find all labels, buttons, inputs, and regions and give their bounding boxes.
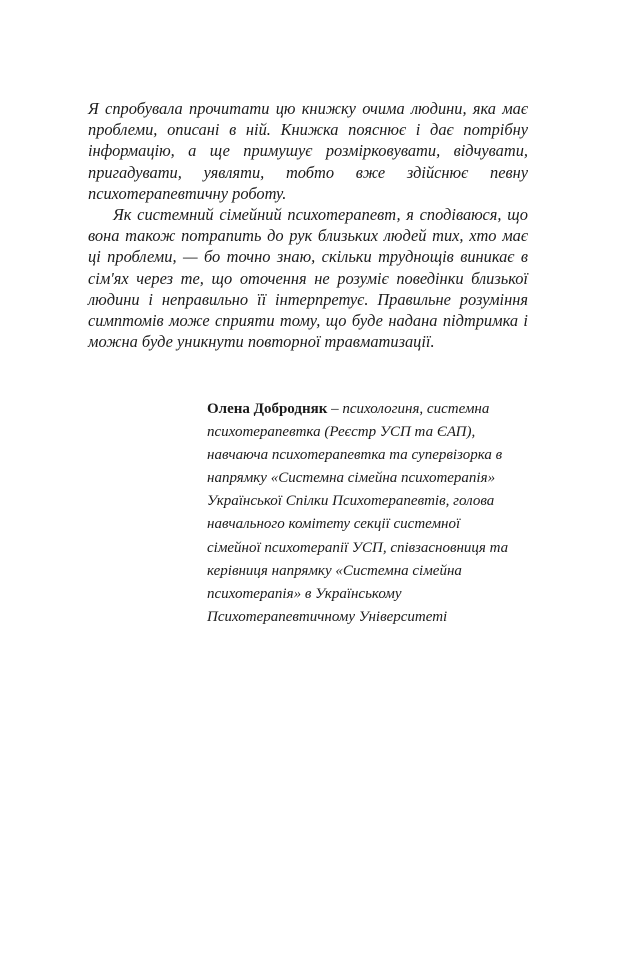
paragraph-1: Я спробувала прочитати цю книжку очима людини, яка має проблеми, описані в ній. Книжка пояснює і дає потрібну інформацію, а ще примушує розмірковувати, відчувати, пригадувати, уявляти, тобто вже здійснює певну психотерапевтичну роботу. bbox=[88, 99, 528, 203]
signature-separator: – bbox=[327, 401, 343, 417]
signature-credentials: психологиня, системна психотерапевтка (Реєстр УСП та ЄАП), навчаюча психотерапевтка та супервізорка в напрямку «Системна сімейна психотерапія» Української Спілки Психотерапевтів, голова навчального комітету секції системної сімейної психотерапії УСП, співзасновниця та керівниця напрямку «Системна сімейна психотерапія» в Українському Психотерапевтичному Університеті bbox=[207, 401, 512, 625]
signature-author-name: Олена Добродняк bbox=[207, 401, 328, 417]
signature-text bbox=[207, 398, 517, 629]
body-text-block bbox=[88, 98, 528, 352]
paragraph-2: Як системний сімейний психотерапевт, я сподіваюся, що вона також потрапить до рук близьких людей тих, хто має ці проблеми, — бо точно знаю, скільки труднощів виникає в сім'ях через те, що оточення не розуміє поведінки близької людини і неправильно її інтерпретує. Правильне розуміння симптомів може сприяти тому, що буде надана підтримка і можна буде уникнути повторної травматизації. bbox=[88, 205, 528, 352]
signature-block bbox=[207, 398, 517, 629]
